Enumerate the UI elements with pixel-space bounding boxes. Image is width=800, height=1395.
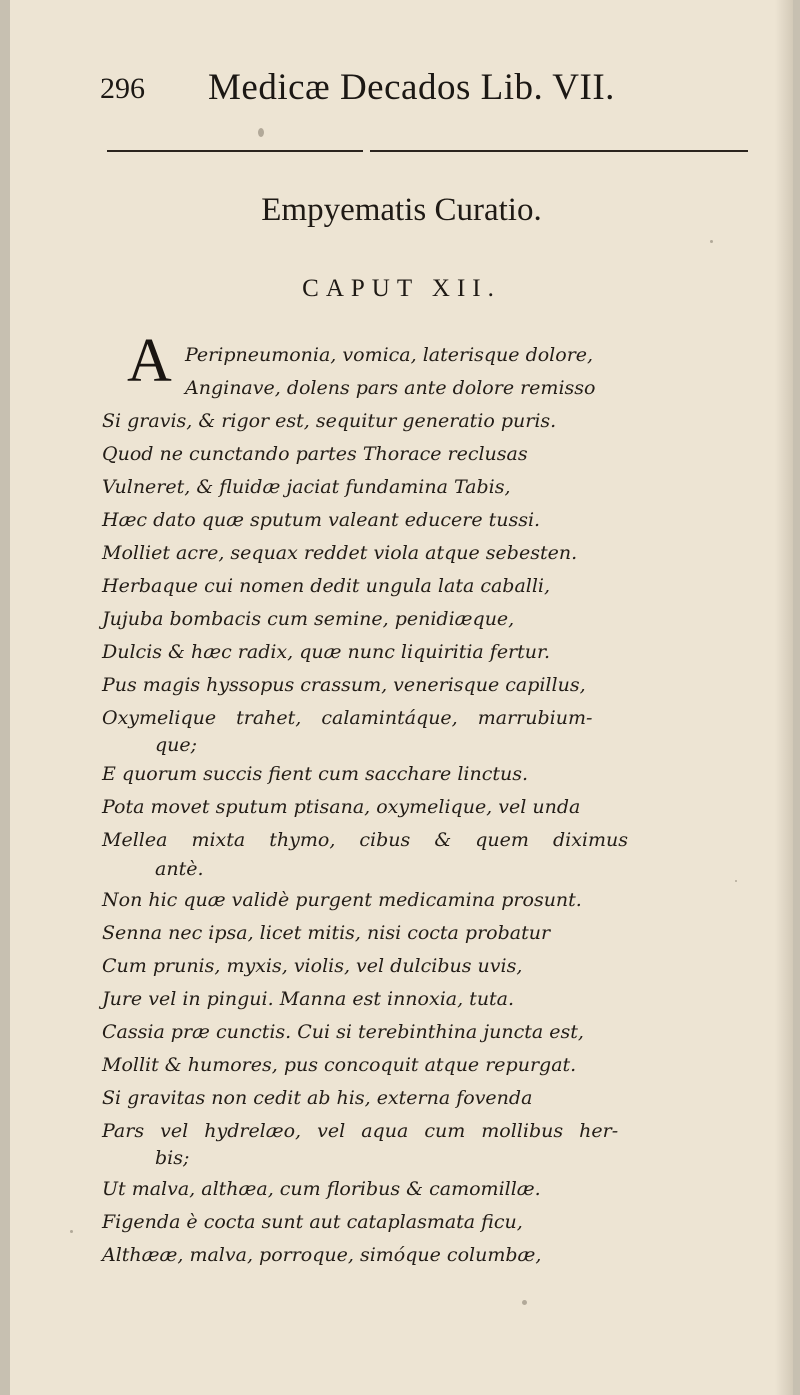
verse-line: Pars vel hydrelæo, vel aqua cum mollibus her- <box>102 1120 619 1142</box>
verse-line: Pus magis hyssopus crassum, venerisque capillus, <box>102 674 586 696</box>
verse-text <box>10 0 793 1395</box>
verse-line: Figenda è cocta sunt aut cataplasmata ficu, <box>102 1211 523 1233</box>
verse-line: Cum prunis, myxis, violis, vel dulcibus uvis, <box>102 955 523 977</box>
verse-line: bis; <box>155 1147 190 1169</box>
verse-line: Senna nec ipsa, licet mitis, nisi cocta probatur <box>102 922 551 944</box>
verse-line: Anginave, dolens pars ante dolore remisso <box>185 377 596 399</box>
verse-line: Jujuba bombacis cum semine, penidiæque, <box>102 608 515 630</box>
verse-line: Vulneret, & fluidæ jaciat fundamina Tabis, <box>102 476 511 498</box>
verse-line: Hæc dato quæ sputum valeant educere tussi. <box>102 509 541 531</box>
book-page <box>10 0 793 1395</box>
verse-line: Pota movet sputum ptisana, oxymelique, vel unda <box>102 796 581 818</box>
verse-line: Molliet acre, sequax reddet viola atque sebesten. <box>102 542 578 564</box>
verse-line: E quorum succis fient cum sacchare linctus. <box>102 763 529 785</box>
verse-line: Quod ne cunctando partes Thorace reclusas <box>102 443 528 465</box>
verse-line: Si gravis, & rigor est, sequitur generatio puris. <box>102 410 557 432</box>
verse-line: Althææ, malva, porroque, simóque columbæ, <box>102 1244 542 1266</box>
drop-cap: A <box>127 327 172 395</box>
verse-line: Jure vel in pingui. Manna est innoxia, tuta. <box>102 988 515 1010</box>
verse-line: Cassia præ cunctis. Cui si terebinthina juncta est, <box>102 1021 584 1043</box>
verse-line: Oxymelique trahet, calamintáque, marrubium- <box>102 707 593 729</box>
verse-line: Herbaque cui nomen dedit ungula lata caballi, <box>102 575 551 597</box>
verse-line: Mollit & humores, pus concoquit atque repurgat. <box>102 1054 577 1076</box>
page-number: 296 <box>100 72 145 105</box>
verse-line: Peripneumonia, vomica, laterisque dolore, <box>185 344 594 366</box>
chapter-title: CAPUT XII. <box>302 275 501 302</box>
verse-line: Mellea mixta thymo, cibus & quem diximus <box>102 829 629 851</box>
verse-line: antè. <box>155 858 204 880</box>
verse-line: Ut malva, althæa, cum floribus & camomillæ. <box>102 1178 541 1200</box>
verse-line: Non hic quæ validè purgent medicamina prosunt. <box>102 889 582 911</box>
section-title: Empyematis Curatio. <box>261 192 542 228</box>
verse-line: Si gravitas non cedit ab his, externa fovenda <box>102 1087 533 1109</box>
verse-line: que; <box>155 734 198 756</box>
verse-line: Dulcis & hæc radix, quæ nunc liquiritia fertur. <box>102 641 551 663</box>
running-head: Medicæ Decados Lib. VII. <box>208 67 615 108</box>
